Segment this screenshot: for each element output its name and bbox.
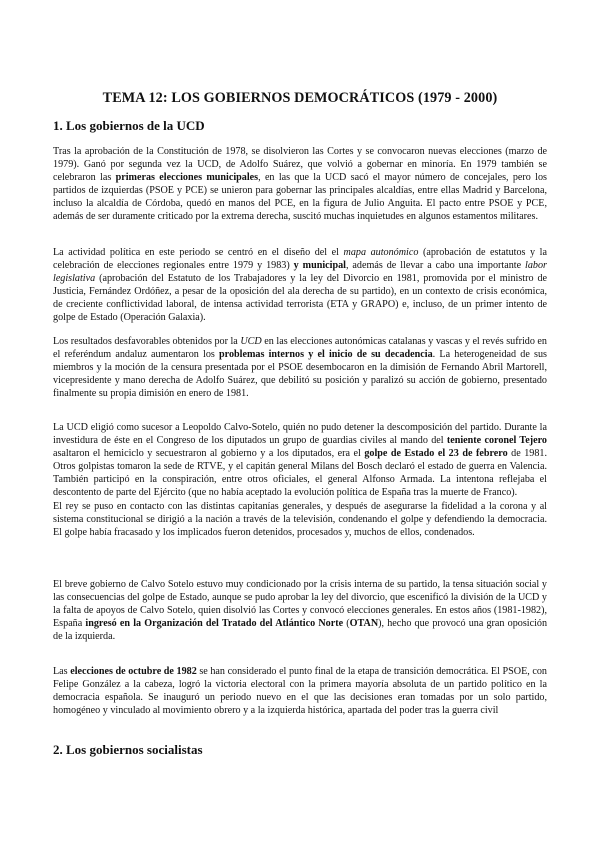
paragraph-elecciones-1979: Tras la aprobación de la Constitución de 1978, se disolvieron las Cortes y se convocaron nuevas elecciones (marzo de 1979). Ganó por segunda vez la UCD, de Adolfo Suárez, que volvió a gobernar en minoría. En 1979 también se celebraron las primeras elecciones municipales, en las que la UCD sacó el mayor número de concejales, pero los partidos de izquierdas (PSOE y PCE) se unieron para gobernar las principales alcaldías, entre ellas Madrid y Barcelona, incluso la alcaldía de Córdoba, quedó en manos del PCE, en la figura de Julio Anguita. El pacto entre PSOE y PCE, además de ser duramente criticado por la extrema derecha, suscitó muchas inquietudes en algunos estamentos militares. bbox=[53, 146, 547, 223]
paragraph-golpe-estado: La UCD eligió como sucesor a Leopoldo Calvo-Sotelo, quién no pudo detener la descomposición del partido. Durante la investidura de éste en el Congreso de los diputados un grupo de guardias civiles al mando del teniente coronel Tejero asaltaron el hemiciclo y secuestraron al gobierno y a los diputados, era el golpe de Estado el 23 de febrero de 1981. Otros golpistas tomaron la sede de RTVE, y el capitán general Milans del Bosch declaró el estado de guerra en Valencia. También participó en la conspiración, entre otros oficiales, el general Alfonso Armada. La intentona reflejaba el descontento de parte del Ejército (que no había aceptado la evolución política de España tras la muerte de Franco). El rey se puso en contacto con las distintas capitanías generales, y después de asegurarse la fidelidad a la corona y al sistema constitucional se dirigió a la nación a través de la televisión, condenando el golpe y defendiendo la democracia. El golpe había fracasado y los implicados fueron detenidos, procesados y, muchos de ellos, condenados. bbox=[53, 422, 547, 538]
paragraph-elecciones-1982: Las elecciones de octubre de 1982 se han considerado el punto final de la etapa de transición democrática. El PSOE, con Felipe González a la cabeza, logró la victoria electoral con la primera mayoría absoluta de un partido político en la democracia española. Se inauguró un periodo nuevo en el que las decisiones eran tomadas por un solo partido, homogéneo y vinculado al movimiento obrero y a la izquierda histórica, apartada del poder tras la guerra civil bbox=[53, 666, 547, 717]
section-heading-ucd: 1. Los gobiernos de la UCD bbox=[53, 118, 205, 133]
paragraph-gobierno-calvo-sotelo: El breve gobierno de Calvo Sotelo estuvo muy condicionado por la crisis interna de su partido, la tensa situación social y las consecuencias del golpe de Estado, aunque se pudo aprobar la ley del divorcio, que escenificó la división de la UCD y la falta de apoyos de Calvo Sotelo, quien disolvió las Cortes y convocó elecciones generales. En estos años (1981-1982), España ingresó en la Organización del Tratado del Atlántico Norte (OTAN), hecho que provocó una gran oposición de la izquierda. bbox=[53, 579, 548, 643]
section-heading-socialistas: 2. Los gobiernos socialistas bbox=[53, 742, 203, 757]
paragraph-decadencia-ucd: Los resultados desfavorables obtenidos por la UCD en las elecciones autonómicas catalanas y vascas y el revés sufrido en el referéndum andaluz aumentaron los problemas internos y el inicio de su decadencia. La heterogeneidad de sus miembros y la moción de la censura presentada por el PSOE desembocaron en la dimisión de Fernando Abril Martorell, vicepresidente y mano derecha de Adolfo Suárez, que debilitó su posición y paralizó su acción de gobierno, presentado finalmente su propia dimisión en enero de 1981. bbox=[53, 336, 547, 400]
paragraph-actividad-politica: La actividad política en este periodo se centró en el diseño del el mapa autonómico (aprobación de estatutos y la celebración de elecciones regionales entre 1979 y 1983) y municipal, además de llevar a cabo una importante labor legislativa (aprobación del Estatuto de los Trabajadores y la ley del Divorcio en 1981, promovida por el ministro de Justicia, Fernández Ordóñez, a pesar de la oposición del ala derecha de su partido), en un contexto de crisis económica, de creciente conflictividad laboral, de intensa actividad terrorista (ETA y GRAPO) e, incluso, de un primer intento de golpe de Estado (Operación Galaxia). bbox=[53, 247, 547, 324]
document-title: TEMA 12: LOS GOBIERNOS DEMOCRÁTICOS (1979 - 2000) bbox=[102, 90, 498, 106]
